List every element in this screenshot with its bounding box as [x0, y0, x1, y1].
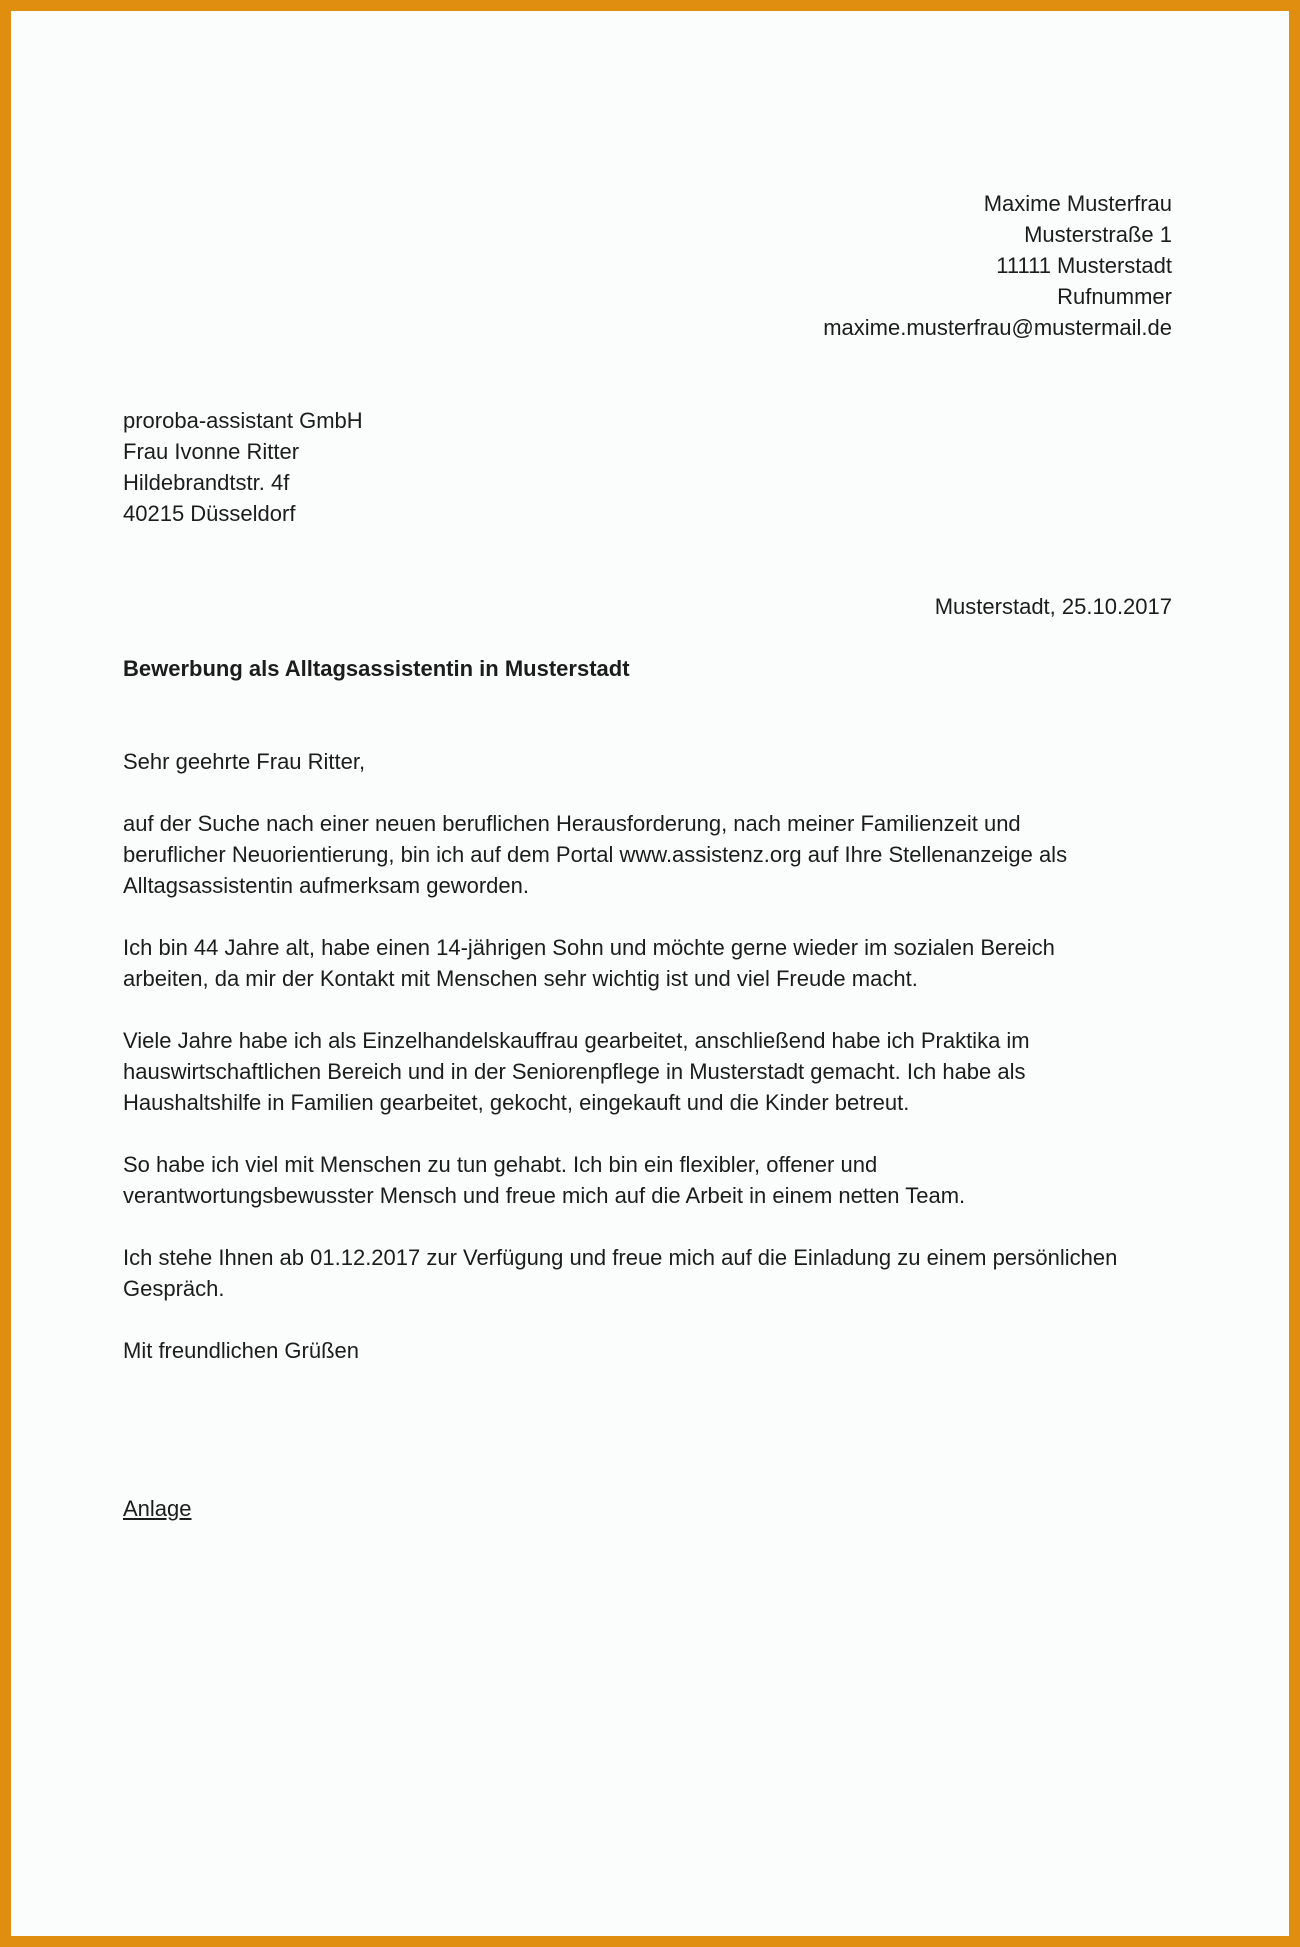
- recipient-contact: Frau Ivonne Ritter: [123, 439, 300, 464]
- sender-city: 11111 Musterstadt: [996, 253, 1172, 278]
- paragraph-line: Alltagsassistentin aufmerksam geworden.: [123, 873, 529, 898]
- paragraph-line: arbeiten, da mir der Kontakt mit Menschen sehr wichtig ist und viel Freude macht.: [123, 966, 918, 991]
- paragraph-line: So habe ich viel mit Menschen zu tun gehabt. Ich bin ein flexibler, offener und: [123, 1152, 878, 1177]
- paragraph-line: hauswirtschaftlichen Bereich und in der Seniorenpflege in Musterstadt gemacht. Ich habe als: [123, 1059, 1026, 1084]
- attachment-label: Anlage: [123, 1496, 192, 1521]
- recipient-address: [123, 405, 363, 529]
- letter-date: Musterstadt, 25.10.2017: [934, 594, 1172, 619]
- paragraph-line: Gespräch.: [123, 1276, 225, 1301]
- paragraph-line: Ich bin 44 Jahre alt, habe einen 14-jährigen Sohn und möchte gerne wieder im sozialen Bereich: [123, 935, 1055, 960]
- sender-name: Maxime Musterfrau: [983, 191, 1172, 216]
- paragraph-intro: [123, 808, 1183, 901]
- closing: Mit freundlichen Grüßen: [123, 1338, 359, 1363]
- letter-body: [123, 746, 1183, 1397]
- paragraph-personal: [123, 932, 1183, 994]
- paragraph-line: Ich stehe Ihnen ab 01.12.2017 zur Verfügung und freue mich auf die Einladung zu einem persönlichen: [123, 1245, 1118, 1270]
- sender-street: Musterstraße 1: [1024, 222, 1172, 247]
- paragraph-line: auf der Suche nach einer neuen beruflichen Herausforderung, nach meiner Familienzeit und: [123, 811, 1021, 836]
- paragraph-line: Viele Jahre habe ich als Einzelhandelskauffrau gearbeitet, anschließend habe ich Praktika im: [123, 1028, 1030, 1053]
- paragraph-experience: [123, 1025, 1183, 1118]
- salutation: Sehr geehrte Frau Ritter,: [123, 749, 366, 774]
- sender-email: maxime.musterfrau@mustermail.de: [823, 315, 1172, 340]
- paragraph-line: Haushaltshilfe in Familien gearbeitet, gekocht, eingekauft und die Kinder betreut.: [123, 1090, 910, 1115]
- recipient-company: proroba-assistant GmbH: [123, 408, 363, 433]
- sender-phone: Rufnummer: [1057, 284, 1172, 309]
- paragraph-availability: [123, 1242, 1183, 1304]
- letter-subject: Bewerbung als Alltagsassistentin in Musterstadt: [123, 656, 630, 681]
- sender-address: [823, 188, 1172, 343]
- recipient-street: Hildebrandtstr. 4f: [123, 470, 290, 495]
- paragraph-qualities: [123, 1149, 1183, 1211]
- recipient-city: 40215 Düsseldorf: [123, 501, 296, 526]
- paragraph-line: verantwortungsbewusster Mensch und freue mich auf die Arbeit in einem netten Team.: [123, 1183, 966, 1208]
- paragraph-line: beruflicher Neuorientierung, bin ich auf dem Portal www.assistenz.org auf Ihre Stellenanzeige als: [123, 842, 1068, 867]
